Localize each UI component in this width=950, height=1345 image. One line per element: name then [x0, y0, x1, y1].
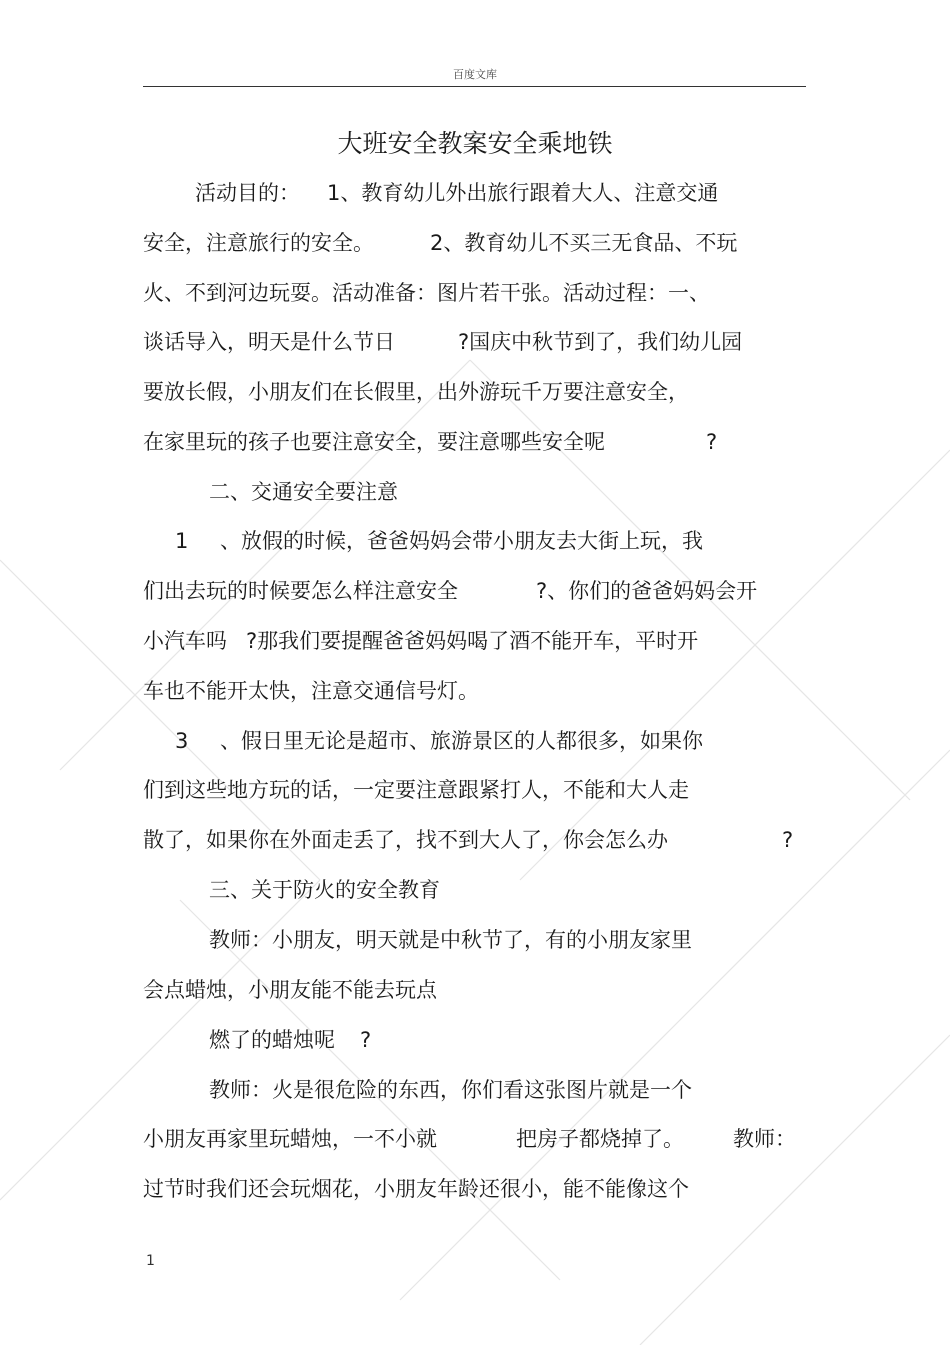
line-segment: 在家里玩的孩子也要注意安全，要注意哪些安全呢: [143, 430, 605, 454]
body-line: [0, 925, 950, 955]
line-segment: 小汽车吗: [143, 629, 227, 653]
body-line: [0, 178, 950, 208]
body-line: [0, 327, 950, 357]
body-line: [0, 427, 950, 457]
section-heading: [0, 875, 950, 905]
page-number: 1: [146, 1253, 155, 1269]
body-line: [0, 1075, 950, 1105]
body-line: [0, 1124, 950, 1154]
line-segment: 把房子都烧掉了。: [516, 1127, 684, 1151]
line-segment: 1: [175, 529, 189, 553]
line-segment: 散了，如果你在外面走丢了，找不到大人了，你会怎么办: [143, 828, 668, 852]
header-source: 百度文库: [453, 68, 497, 81]
line-segment: 过节时我们还会玩烟花，小朋友年龄还很小，能不能像这个: [143, 1177, 689, 1201]
body-line: [0, 228, 950, 258]
body-line: [0, 526, 950, 556]
body-line: [0, 377, 950, 407]
body-line: [0, 626, 950, 656]
body-line: [0, 576, 950, 606]
line-segment: 车也不能开太快，注意交通信号灯。: [143, 679, 479, 703]
line-segment: 谈话导入，明天是什么节日: [143, 330, 395, 354]
body-line: [0, 775, 950, 805]
line-segment: ?国庆中秋节到了，我们幼儿园: [458, 330, 743, 354]
line-segment: 教师：: [733, 1127, 796, 1151]
line-segment: ?: [782, 828, 794, 852]
line-segment: 二、交通安全要注意: [209, 480, 398, 504]
body-line: [0, 278, 950, 308]
body-line: [0, 726, 950, 756]
header-divider: [143, 86, 806, 87]
line-segment: 教师：火是很危险的东西，你们看这张图片就是一个: [209, 1078, 692, 1102]
line-segment: 安全，注意旅行的安全。: [143, 231, 374, 255]
body-line: [0, 676, 950, 706]
line-segment: ?: [360, 1028, 372, 1052]
line-segment: 、假日里无论是超市、旅游景区的人都很多，如果你: [220, 729, 703, 753]
line-segment: 2、教育幼儿不买三无食品、不玩: [430, 231, 738, 255]
line-segment: ?: [706, 430, 718, 454]
line-segment: ?、你们的爸爸妈妈会开: [536, 579, 758, 603]
line-segment: 们到这些地方玩的话，一定要注意跟紧打人，不能和大人走: [143, 778, 689, 802]
section-heading: [0, 477, 950, 507]
body-line: [0, 1174, 950, 1204]
line-segment: 们出去玩的时候要怎么样注意安全: [143, 579, 458, 603]
line-segment: 教师：小朋友，明天就是中秋节了，有的小朋友家里: [209, 928, 692, 952]
line-segment: 1、教育幼儿外出旅行跟着大人、注意交通: [327, 181, 719, 205]
line-segment: 要放长假，小朋友们在长假里，出外游玩千万要注意安全，: [143, 380, 689, 404]
line-segment: 燃了的蜡烛呢: [209, 1028, 335, 1052]
body-line: [0, 825, 950, 855]
line-segment: 活动目的：: [195, 181, 300, 205]
line-segment: 、放假的时候，爸爸妈妈会带小朋友去大街上玩，我: [220, 529, 703, 553]
document-title: 大班安全教案安全乘地铁: [337, 129, 613, 158]
line-segment: 三、关于防火的安全教育: [209, 878, 440, 902]
body-line: [0, 975, 950, 1005]
line-segment: 会点蜡烛，小朋友能不能去玩点: [143, 978, 437, 1002]
document-header: [0, 66, 950, 82]
line-segment: 小朋友再家里玩蜡烛，一不小就: [143, 1127, 437, 1151]
line-segment: 火、不到河边玩耍。活动准备：图片若干张。活动过程：一、: [143, 281, 710, 305]
line-segment: ?那我们要提醒爸爸妈妈喝了酒不能开车，平时开: [246, 629, 699, 653]
line-segment: 3: [175, 729, 189, 753]
body-line: [0, 1025, 950, 1055]
